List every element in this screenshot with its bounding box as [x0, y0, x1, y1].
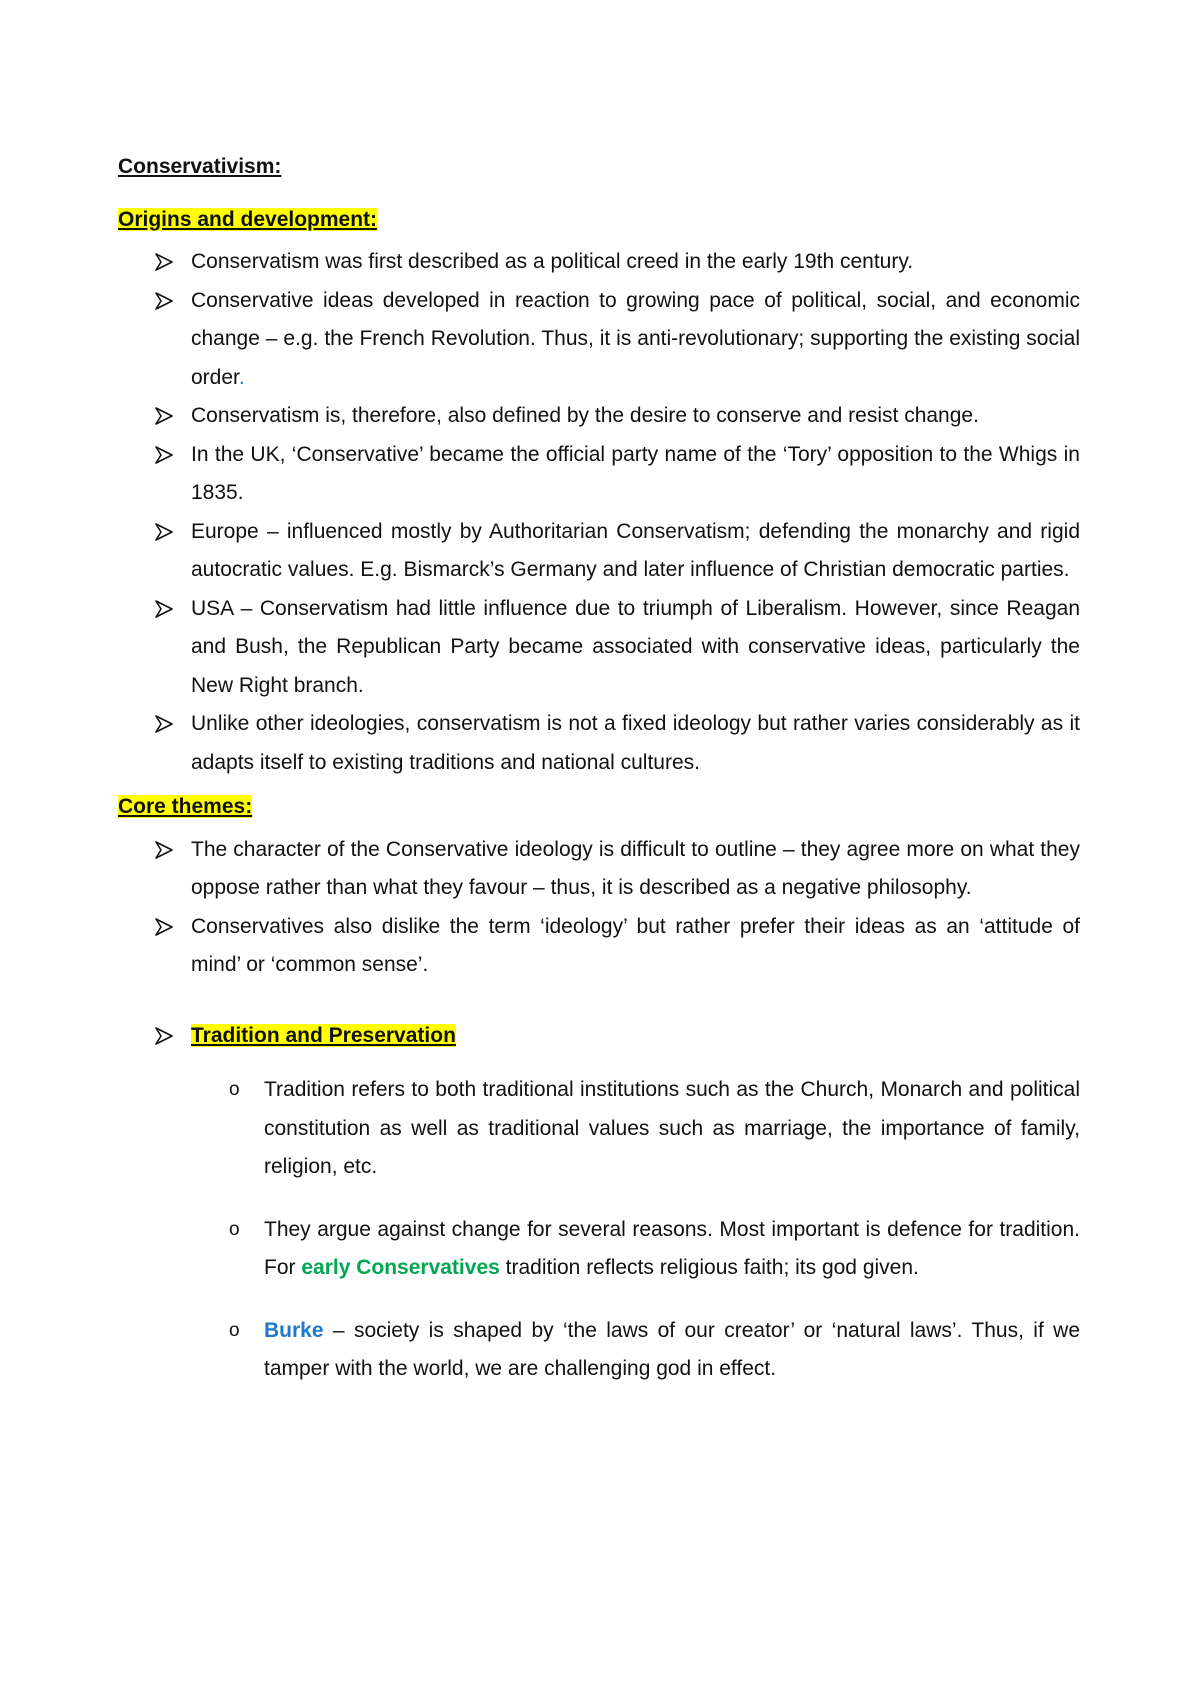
list-item — [118, 243, 1080, 282]
circle-bullet-icon: o — [229, 1319, 240, 1341]
arrow-bullet-icon — [155, 600, 173, 618]
burke-emphasis: Burke — [264, 1318, 324, 1342]
origins-list — [118, 243, 1080, 782]
list-item — [118, 282, 1080, 398]
list-item-end-mark: . — [238, 365, 245, 389]
list-item — [118, 513, 1080, 590]
list-item-text: In the UK, ‘Conservative’ became the official party name of the ‘Tory’ opposition to the Whigs in 1835. — [191, 442, 1080, 504]
core-themes-list — [118, 831, 1080, 985]
arrow-bullet-icon — [155, 253, 173, 271]
list-item-text: The character of the Conservative ideology is difficult to outline – they agree more on what they oppose rather than what they favour – thus, it is described as a negative philosophy. — [191, 837, 1080, 899]
list-item-text: They argue against change for several reasons. Most important is defence for tradition. For — [264, 1217, 1080, 1279]
list-item-text: Conservative ideas developed in reaction to growing pace of political, social, and economic change – e.g. the French Revolution. Thus, it is anti-revolutionary; supporting the existing social order — [191, 288, 1080, 389]
list-item — [118, 705, 1080, 782]
list-item-text: Europe – influenced mostly by Authoritarian Conservatism; defending the monarchy and rigid autocratic values. E.g. Bismarck’s Germany and later influence of Christian democratic parties. — [191, 519, 1080, 581]
list-item — [118, 908, 1080, 985]
document-body — [118, 148, 1080, 1413]
list-item — [118, 436, 1080, 513]
document-title: Conservativism: — [118, 155, 282, 178]
list-item-text: Conservatism is, therefore, also defined by the desire to conserve and resist change. — [191, 404, 979, 427]
list-item-text: USA – Conservatism had little influence due to triumph of Liberalism. However, since Reagan and Bush, the Republican Party became associated with conservative ideas, particularly the New Right branch. — [191, 596, 1080, 697]
list-item-text: Tradition refers to both traditional institutions such as the Church, Monarch and political constitution as well as traditional values such as marriage, the importance of family, religion, etc. — [264, 1078, 1080, 1178]
list-item-text: – society is shaped by ‘the laws of our creator’ or ‘natural laws’. Thus, if we tamper with the world, we are challenging god in effect. — [264, 1318, 1080, 1380]
tradition-heading: Tradition and Preservation — [191, 1023, 456, 1047]
list-item — [118, 1211, 1080, 1288]
origins-heading-row — [118, 201, 1080, 240]
list-item — [118, 590, 1080, 706]
arrow-bullet-icon — [155, 1027, 173, 1045]
core-themes-heading-row — [118, 788, 1080, 827]
tradition-heading-row — [118, 1017, 1080, 1056]
circle-bullet-icon: o — [229, 1079, 240, 1100]
arrow-bullet-icon — [155, 715, 173, 733]
list-item — [118, 1312, 1080, 1389]
list-item — [118, 831, 1080, 908]
arrow-bullet-icon — [155, 407, 173, 425]
arrow-bullet-icon — [155, 841, 173, 859]
list-item-text: Conservatives also dislike the term ‘ideology’ but rather prefer their ideas as an ‘attitude of mind’ or ‘common sense’. — [191, 914, 1080, 976]
arrow-bullet-icon — [155, 918, 173, 936]
list-item-text-cont: tradition reflects religious faith; its god given. — [499, 1256, 919, 1279]
list-item — [118, 397, 1080, 436]
early-conservatives-emphasis: early Conservatives — [301, 1256, 500, 1279]
list-item-text: Unlike other ideologies, conservatism is not a fixed ideology but rather varies considerably as it adapts itself to existing traditions and national cultures. — [191, 712, 1080, 774]
tradition-points — [118, 1071, 1080, 1389]
core-themes-heading: Core themes: — [118, 795, 253, 818]
list-item — [118, 1071, 1080, 1187]
origins-heading: Origins and development: — [118, 207, 378, 231]
arrow-bullet-icon — [155, 523, 173, 541]
circle-bullet-icon: o — [229, 1218, 240, 1240]
list-item-text: Conservatism was first described as a political creed in the early 19th century. — [191, 250, 914, 273]
arrow-bullet-icon — [155, 446, 173, 464]
arrow-bullet-icon — [155, 292, 173, 310]
